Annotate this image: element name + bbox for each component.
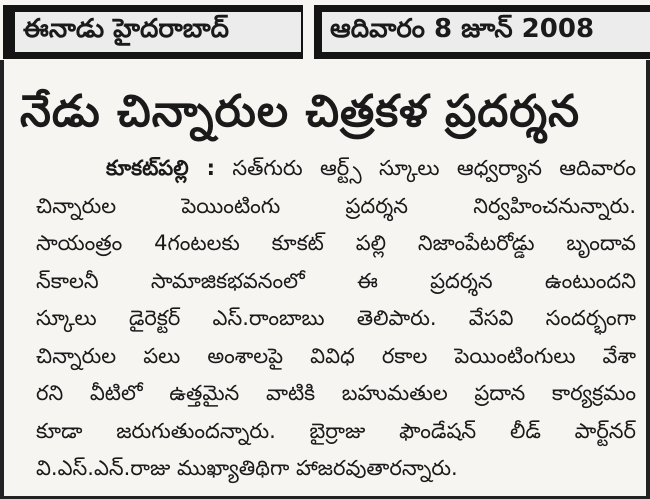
masthead-bar — [0, 0, 650, 70]
masthead-date: ఆదివారం 8 జూన్ 2008 — [322, 12, 650, 52]
article-line-6: చిన్నారుల పలు అంశాలపై వివిధ రకాల పెయింటింగులు వేశా — [36, 343, 636, 368]
article-line-3: సాయంత్రం 4గంటలకు కూకట్ పల్లి నిజాంపేటరోడ్డు బృందావ — [36, 231, 636, 255]
article-line-9: వి.ఎస్.ఎన్.రాజు ముఖ్యాతిథిగా హాజరవుతారన్నారు. — [36, 456, 458, 480]
frame-right-border — [646, 60, 650, 499]
article-line-text: సత్‌గురు ఆర్ట్స్ స్కూలు ఆధ్వర్యాన ఆదివారం — [232, 156, 636, 180]
article-line-2: చిన్నారుల పెయింటింగు ప్రదర్శన నిర్వహించనున్నారు. — [36, 193, 636, 218]
article-body — [36, 150, 636, 488]
article-line-5: స్కూలు డైరెక్టర్ ఎస్.రాంబాబు తెలిపారు. వేసవి సందర్భంగా — [36, 306, 636, 330]
article-headline: నేడు చిన్నారుల చిత్రకళ ప్రదర్శన — [20, 86, 581, 137]
article-line-4: న్‌కాలనీ సామాజికభవనంలో ఈ ప్రదర్శన ఉంటుందని — [36, 268, 636, 293]
frame-left-border — [0, 60, 4, 499]
masthead-paper-box — [3, 5, 303, 59]
article-line-8: కూడా జరుగుతుందన్నారు. బైర్రాజు ఫౌండేషన్ లీడ్ పార్ట్‌నర్ — [36, 418, 636, 443]
masthead-paper-city: ఈనాడు హైదరాబాద్ — [15, 12, 301, 52]
article-line-1 — [36, 150, 636, 188]
article-line-7: రని వీటిలో ఉత్తమైన వాటికి బహుమతుల ప్రదాన కార్యక్రమం — [36, 381, 636, 405]
article-dateline: కూకట్‌పల్లి : — [106, 156, 215, 180]
masthead-date-box — [314, 5, 650, 59]
